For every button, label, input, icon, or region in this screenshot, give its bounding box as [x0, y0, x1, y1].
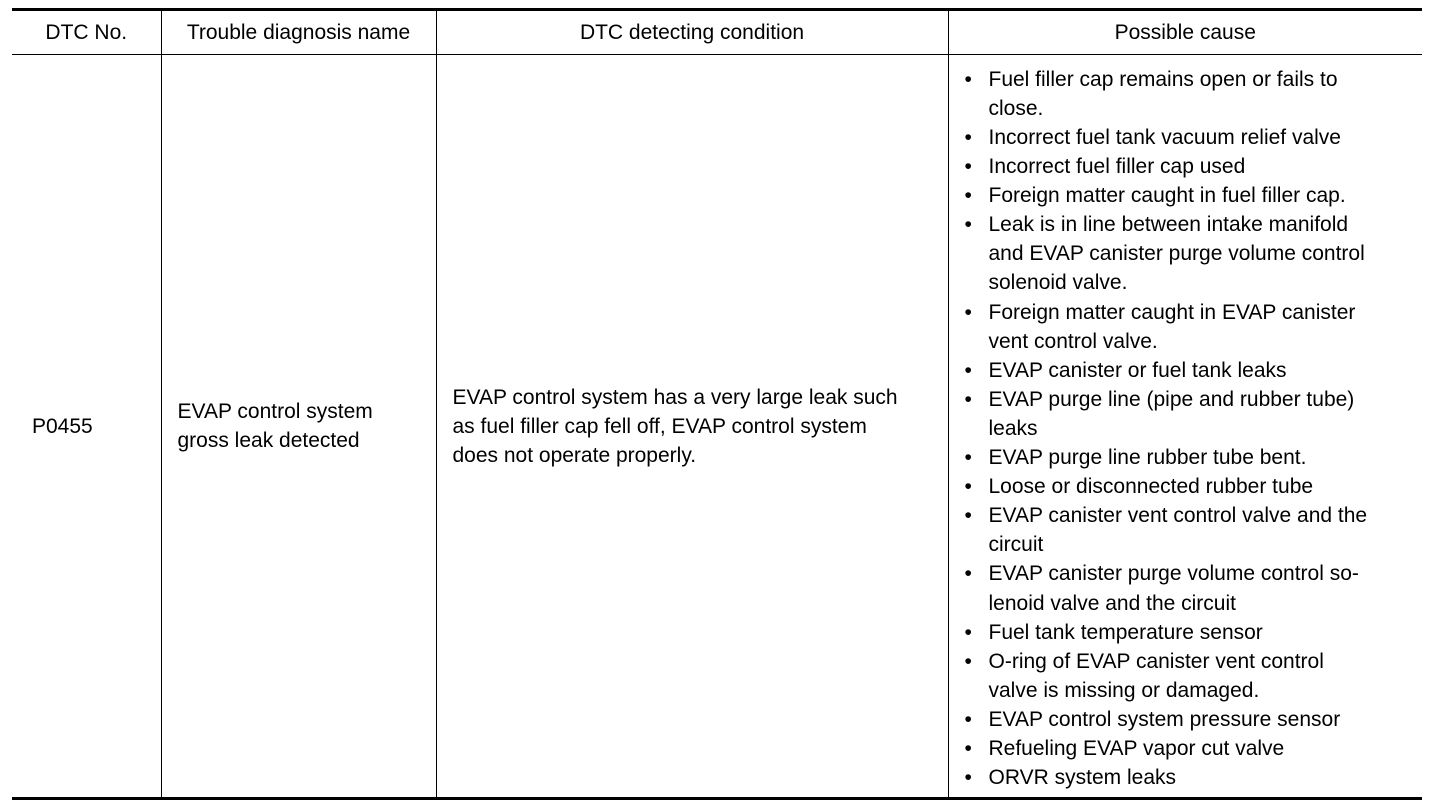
- cause-text-line: Leak is in line between intake manifold: [988, 213, 1349, 237]
- dtc-number-cell: [12, 55, 161, 799]
- cause-text-line: solenoid valve.: [988, 271, 1128, 295]
- table-body: [12, 55, 1422, 799]
- condition-line: as fuel filler cap fell off, EVAP control system: [452, 414, 867, 438]
- cause-text-line: and EVAP canister purge volume control: [988, 242, 1365, 266]
- cause-item: [963, 298, 1417, 356]
- bullet-icon: •: [964, 736, 972, 760]
- trouble-name-line: EVAP control system: [177, 400, 373, 423]
- bullet-icon: •: [964, 126, 972, 150]
- header-condition: DTC detecting condition: [436, 10, 948, 55]
- cause-item: [963, 443, 1417, 472]
- cause-text-line: Incorrect fuel tank vacuum relief valve: [988, 126, 1341, 150]
- bullet-icon: •: [964, 707, 972, 731]
- cause-item: [963, 385, 1417, 443]
- header-row: [12, 10, 1422, 55]
- cause-item: [963, 123, 1417, 152]
- header-trouble-name: Trouble diagnosis name: [161, 10, 436, 55]
- bullet-icon: •: [964, 446, 972, 470]
- bullet-icon: •: [964, 358, 972, 382]
- cause-text-line: EVAP canister vent control valve and the: [988, 504, 1368, 528]
- possible-cause-list: [963, 65, 1417, 792]
- bullet-icon: •: [964, 184, 972, 208]
- bullet-icon: •: [964, 504, 972, 528]
- dtc-table: [12, 8, 1422, 800]
- cause-text-line: valve is missing or damaged.: [988, 678, 1260, 702]
- cause-item: [963, 65, 1417, 123]
- cause-item: [963, 734, 1417, 763]
- condition-line: does not operate properly.: [452, 443, 697, 467]
- bullet-icon: •: [964, 155, 972, 179]
- bullet-icon: •: [964, 300, 972, 324]
- bullet-icon: •: [964, 475, 972, 499]
- bullet-icon: •: [964, 649, 972, 673]
- cause-text-line: Loose or disconnected rubber tube: [988, 475, 1314, 499]
- cause-text-line: vent control valve.: [988, 329, 1158, 353]
- cause-text-line: EVAP canister or fuel tank leaks: [988, 358, 1287, 382]
- cause-text-line: Refueling EVAP vapor cut valve: [988, 736, 1285, 760]
- cause-item: [963, 152, 1417, 181]
- cause-text-line: Foreign matter caught in EVAP canister: [988, 300, 1356, 324]
- trouble-name-cell: [161, 55, 436, 799]
- dtc-number: P0455: [32, 414, 93, 438]
- table-row: [12, 55, 1422, 799]
- cause-item: [963, 618, 1417, 647]
- cause-text-line: ORVR system leaks: [988, 766, 1176, 790]
- cause-item: [963, 472, 1417, 501]
- bullet-icon: •: [964, 387, 972, 411]
- cause-text-line: EVAP canister purge volume control so-: [988, 562, 1359, 586]
- cause-item: [963, 501, 1417, 559]
- cause-text-line: EVAP control system pressure sensor: [988, 707, 1341, 731]
- cause-text-line: Foreign matter caught in fuel filler cap.: [988, 184, 1346, 208]
- header-dtc-no: DTC No.: [12, 10, 161, 55]
- cause-item: [963, 210, 1417, 297]
- cause-text-line: close.: [988, 96, 1044, 120]
- header-cause: Possible cause: [948, 10, 1422, 55]
- condition-line: EVAP control system has a very large leak such: [452, 385, 898, 409]
- possible-cause-cell: [948, 55, 1422, 799]
- bullet-icon: •: [964, 766, 972, 790]
- cause-text-line: Incorrect fuel filler cap used: [988, 155, 1246, 179]
- bullet-icon: •: [964, 67, 972, 91]
- cause-text-line: leaks: [988, 416, 1038, 440]
- cause-item: [963, 647, 1417, 705]
- condition-cell: [436, 55, 948, 799]
- cause-text-line: EVAP purge line (pipe and rubber tube): [988, 387, 1355, 411]
- cause-text-line: circuit: [988, 533, 1044, 557]
- trouble-name-line: gross leak detected: [177, 429, 360, 452]
- cause-text-line: Fuel filler cap remains open or fails to: [988, 67, 1338, 91]
- cause-text-line: O-ring of EVAP canister vent control: [988, 649, 1324, 673]
- cause-item: [963, 181, 1417, 210]
- cause-text-line: EVAP purge line rubber tube bent.: [988, 446, 1307, 470]
- cause-item: [963, 559, 1417, 617]
- bullet-icon: •: [964, 562, 972, 586]
- bullet-icon: •: [964, 620, 972, 644]
- cause-item: [963, 763, 1417, 792]
- cause-text-line: Fuel tank temperature sensor: [988, 620, 1263, 644]
- bullet-icon: •: [964, 213, 972, 237]
- cause-text-line: lenoid valve and the circuit: [988, 591, 1236, 615]
- cause-item: [963, 705, 1417, 734]
- table-header: [12, 10, 1422, 55]
- cause-item: [963, 356, 1417, 385]
